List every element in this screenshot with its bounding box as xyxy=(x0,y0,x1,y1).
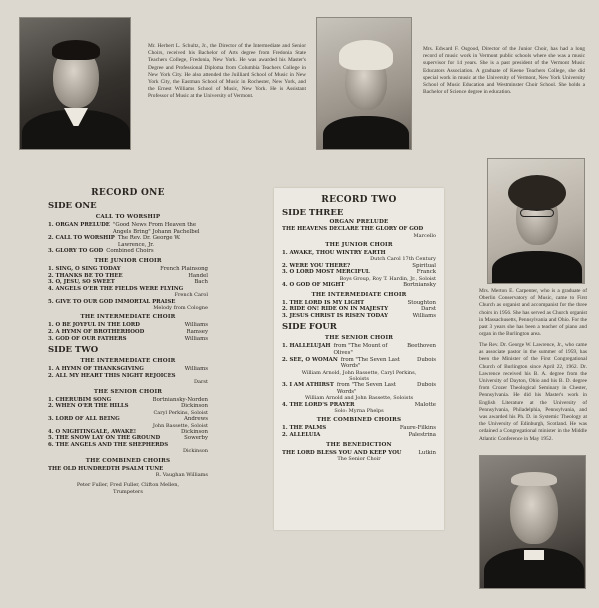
track-line: 5. GIVE TO OUR GOD IMMORTAL PRAISE xyxy=(48,298,176,305)
track-line: 1. AWAKE, THOU WINTRY EARTH xyxy=(282,249,386,256)
track-line: 4. ANGELS O'ER THE FIELDS WERE FLYING xyxy=(48,285,184,292)
bio-carpenter: Mrs. Merton E. Carpenter, who is a graduate of Oberlin Conservatory of Music, came to First Church as organist and accompanist for the three choirs in 1956. She has served as Church organist in Massachusetts, Pennsylvania and Ohio. For the past 3 years she has been a teacher of piano and organ in the Burlington area. xyxy=(479,288,587,338)
section-heading: THE JUNIOR CHOIR xyxy=(325,241,393,248)
track-line: THE LORD BLESS YOU AND KEEP YOU Lutkin xyxy=(282,449,436,456)
section-heading: THE COMBINED CHOIRS xyxy=(85,457,171,464)
section-heading: THE BENEDICTION xyxy=(326,441,392,448)
photo-osgood xyxy=(316,17,412,150)
track-line: THE HEAVENS DECLARE THE GLORY OF GOD xyxy=(282,226,424,232)
trumpeters-line: Peter Fuller, Fred Fuller, Clifton Mellen, xyxy=(76,482,180,489)
track-line: 3. LORD OF ALL BEING Andrews xyxy=(48,415,208,422)
composer-line: Darst xyxy=(194,379,208,386)
bio-lawrence: The Rev. Dr. George W. Lawrence, Jr., who came as associate pastor in the summer of 1959, has been the Minister of the First Congregational Church of Burlington since April 22, 1962. Dr. Lawrence received his B. A. degree from the University of Dayton, Ohio and his B. D. degree from Crozer Theological Seminary in Chester, Pennsylvania. He did his Master's work in English Literature at the University of Pennsylvania, Philadelphia, Pennsylvania, and was awarded his Ph. D. in Systemic Theology at the University of Edinburgh, Scotland. He was ordained a Congregational minister in the Middle Atlantic Conference in May 1952. xyxy=(479,342,587,442)
composer-line: Caryl Perkins, Soloist xyxy=(153,409,208,416)
bio-osgood: Mrs. Edward F. Osgood, Director of the Junior Choir, has had a long record of music work in Vermont public schools where she was a music supervisor for 14 years. She is a past president of the Vermont Music Educators Association. A graduate of Keene Teachers College, she did special work in music at the University of Vermont, New York University School of Music Education and Westminster Choir School. She holds a Bachelor of Science degree in education. xyxy=(423,46,585,96)
record-one-panel xyxy=(48,188,208,563)
side-four-heading: SIDE FOUR xyxy=(282,322,337,333)
track-line: 1. O BE JOYFUL IN THE LORD Williams xyxy=(48,322,208,329)
composer-line: Boys Group, Roy T. Hardin, Jr., Soloist xyxy=(339,275,436,282)
section-heading: THE JUNIOR CHOIR xyxy=(94,257,162,264)
track-line: 3. GOD OF OUR FATHERS Williams xyxy=(48,335,208,342)
track-line: 2. WHEN O'ER THE HILLS Dickinson xyxy=(48,403,208,410)
track-line: THE OLD HUNDREDTH PSALM TUNE xyxy=(48,465,164,472)
track-line: 3. I AM ATHIRST from "The Seven Last Words" Dubois xyxy=(282,382,436,395)
section-heading: THE INTERMEDIATE CHOIR xyxy=(311,291,407,298)
performer-line: William Arnold and John Bassette, Soloists xyxy=(304,395,414,402)
track-line: 2. ALLELUIA Palestrina xyxy=(282,431,436,438)
section-heading: THE INTERMEDIATE CHOIR xyxy=(80,314,176,321)
track-line: 4. THE LORD'S PRAYER Malotte xyxy=(282,401,436,408)
photo-schultz xyxy=(19,17,131,150)
performer-line: William Arnold, John Bassette, Caryl Perkins, xyxy=(301,369,417,376)
composer-line: French Carol xyxy=(174,292,208,299)
track-line: 2. SEE, O WOMAN from "The Seven Last Words" Dubois xyxy=(282,356,436,370)
composer-line: Melody from Cologne xyxy=(153,305,208,312)
track-line: 1. CHERUBIM SONG Bortniansky-Norden xyxy=(48,396,208,403)
performer-line: Soloists xyxy=(349,375,369,382)
trumpeters-label: Trumpeters xyxy=(113,488,143,495)
record-two-panel xyxy=(274,188,444,530)
side-one-heading: SIDE ONE xyxy=(48,201,97,211)
section-heading: THE COMBINED CHOIRS xyxy=(316,417,402,424)
track-line: 2. THANKS BE TO THEE Handel xyxy=(48,272,208,279)
track-line: 1. SING, O SING TODAY French Plainsong xyxy=(48,265,208,272)
performer-line: Solo: Myrna Phelps xyxy=(334,408,384,415)
track-line: 3. GLORY TO GOD Combined Choirs xyxy=(48,248,154,255)
track-line: 4. O GOD OF MIGHT Bortniansky xyxy=(282,281,436,288)
composer-line: Dutch Carol 17th Century xyxy=(370,256,436,263)
composer-line: Dickinson xyxy=(182,448,208,455)
photo-lawrence xyxy=(479,455,586,589)
composer-line: R. Vaughan Williams xyxy=(155,472,208,479)
track-line: 3. O LORD MOST MERCIFUL Franck xyxy=(282,269,436,276)
track-line: 2. WERE YOU THERE? Spiritual xyxy=(282,262,436,269)
track-line: 3. O, JESU, SO SWEET Bach xyxy=(48,279,208,286)
section-heading: THE SENIOR CHOIR xyxy=(324,335,394,342)
track-line: 1. ORGAN PRELUDE "Good News From Heaven the Angels Bring" Johann Pachelbel xyxy=(48,222,200,235)
photo-carpenter xyxy=(487,158,585,284)
record-two-title: RECORD TWO xyxy=(321,195,397,205)
section-heading: ORGAN PRELUDE xyxy=(329,219,389,225)
track-line: 5. THE SNOW LAY ON THE GROUND Sowerby xyxy=(48,435,208,442)
side-three-heading: SIDE THREE xyxy=(282,208,344,218)
track-line: 2. A HYMN OF BROTHERHOOD Ramsey xyxy=(48,328,208,335)
track-line: 1. THE LORD IS MY LIGHT Stoughton xyxy=(282,299,436,306)
track-line: 1. HALLELUJAH from "The Mount of Olives" Beethoven xyxy=(282,343,436,356)
track-line: 1. THE PALMS Faure-Filkins xyxy=(282,425,436,432)
composer-line: John Bassette, Soloist xyxy=(152,422,208,429)
track-line: 6. THE ANGELS AND THE SHEPHERDS xyxy=(48,441,169,448)
section-heading: THE SENIOR CHOIR xyxy=(93,388,163,395)
performer-line: The Senior Choir xyxy=(337,456,381,463)
track-line: 2. ALL MY HEART THIS NIGHT REJOICES xyxy=(48,372,176,379)
bio-schultz: Mr. Herbert L. Schultz, Jr., the Director of the Intermediate and Senior Choirs, received his Bachelor of Arts degree from Fredonia State Teachers College, Fredonia, New York. He was awarded his Master's Degree and Professional Diploma from Columbia Teachers College in New York City. He also attended the Juilliard School of Music in New York City, the Eastman School of Music in Rochester, New York, and the Ernest Williams School of Music, New York. He is Assistant Professor of Music at the University of Vermont. xyxy=(148,43,306,100)
track-line: 1. A HYMN OF THANKSGIVING Williams xyxy=(48,366,208,373)
record-one-title: RECORD ONE xyxy=(91,188,165,198)
track-line: 4. O NIGHTINGALE, AWAKE! Dickinson xyxy=(48,428,208,435)
section-heading: CALL TO WORSHIP xyxy=(95,214,161,220)
track-line: 2. RIDE ON! RIDE ON IN MAJESTY Darst xyxy=(282,306,436,313)
composer-line: Marcello xyxy=(413,232,436,239)
side-two-heading: SIDE TWO xyxy=(48,345,99,356)
section-heading: THE INTERMEDIATE CHOIR xyxy=(80,358,176,365)
track-line: 3. JESUS CHRIST IS RISEN TODAY Williams xyxy=(282,312,436,319)
track-line: 2. CALL TO WORSHIP The Rev. Dr. George W. Lawrence, Jr. xyxy=(48,235,181,248)
